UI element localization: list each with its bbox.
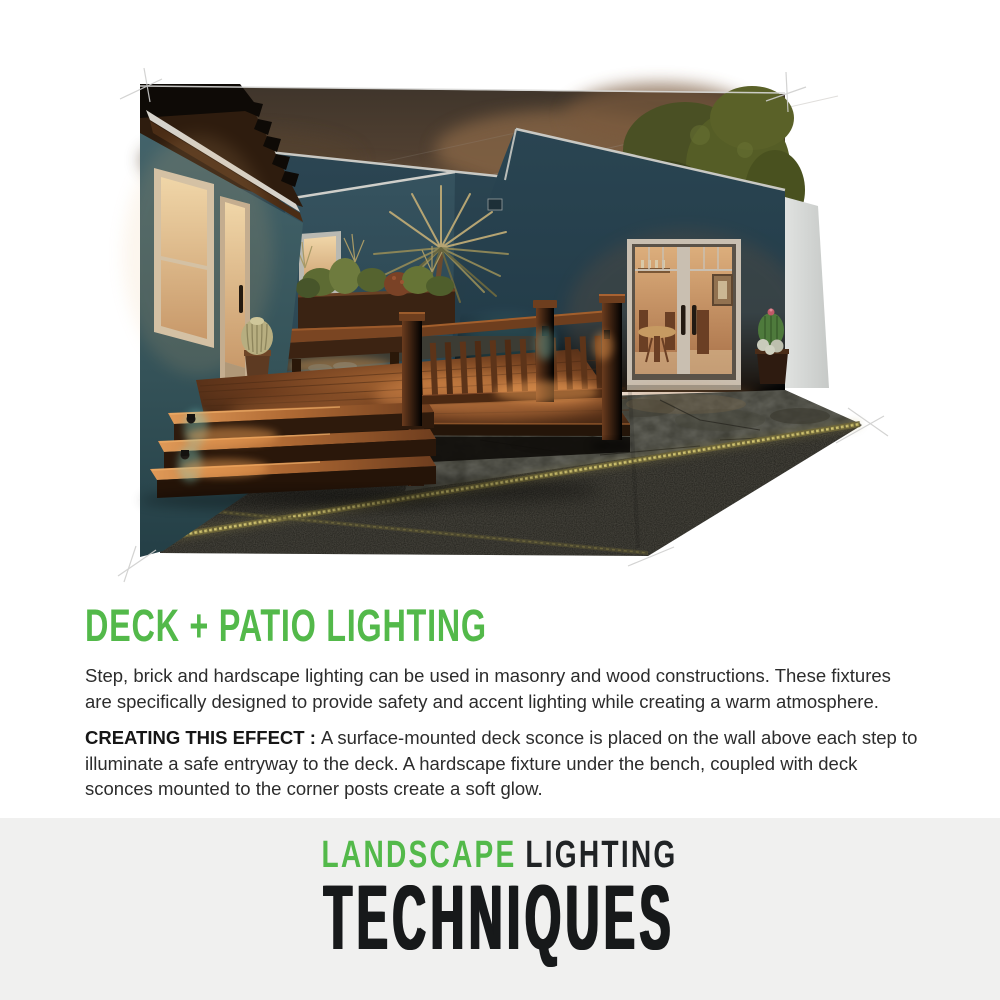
intro-paragraph [85, 663, 930, 714]
paragraph-line: sconces mounted to the corner posts create a soft glow. [85, 778, 543, 799]
french-doors [609, 239, 759, 413]
brand-word-landscape: LANDSCAPE [322, 834, 517, 876]
railing-corner-post [602, 300, 622, 440]
footer-title [0, 867, 1000, 969]
light-wall-band [785, 197, 829, 388]
left-door-handle [239, 285, 243, 313]
page-title [85, 602, 930, 650]
page-title-text: DECK + PATIO LIGHTING [85, 600, 487, 651]
footer-title-text: TECHNIQUES [324, 867, 676, 969]
left-window [154, 168, 214, 348]
sconce-warm-glow [180, 459, 268, 477]
effect-label: CREATING THIS EFFECT : [85, 727, 316, 748]
brand-word-lighting: LIGHTING [525, 834, 678, 876]
content-block [85, 602, 930, 802]
paragraph-line [85, 725, 930, 751]
sconce-warm-glow [186, 427, 278, 445]
door-handle [681, 305, 686, 335]
effect-line1: A surface-mounted deck sconce is placed on the wall above each step to [320, 727, 918, 748]
door-handle [692, 305, 697, 335]
wall-vent [488, 199, 502, 210]
paragraph-line: Step, brick and hardscape lighting can be used in masonry and wood constructions. These fixtures [85, 665, 891, 686]
left-door [220, 196, 250, 402]
paragraph-line: are specifically designed to provide safety and accent lighting while creating a warm atmosphere. [85, 690, 879, 712]
paragraph-line: illuminate a safe entryway to the deck. A hardscape fixture under the bench, coupled with deck [85, 752, 858, 774]
effect-paragraph [85, 725, 930, 802]
railing-post [402, 318, 422, 426]
